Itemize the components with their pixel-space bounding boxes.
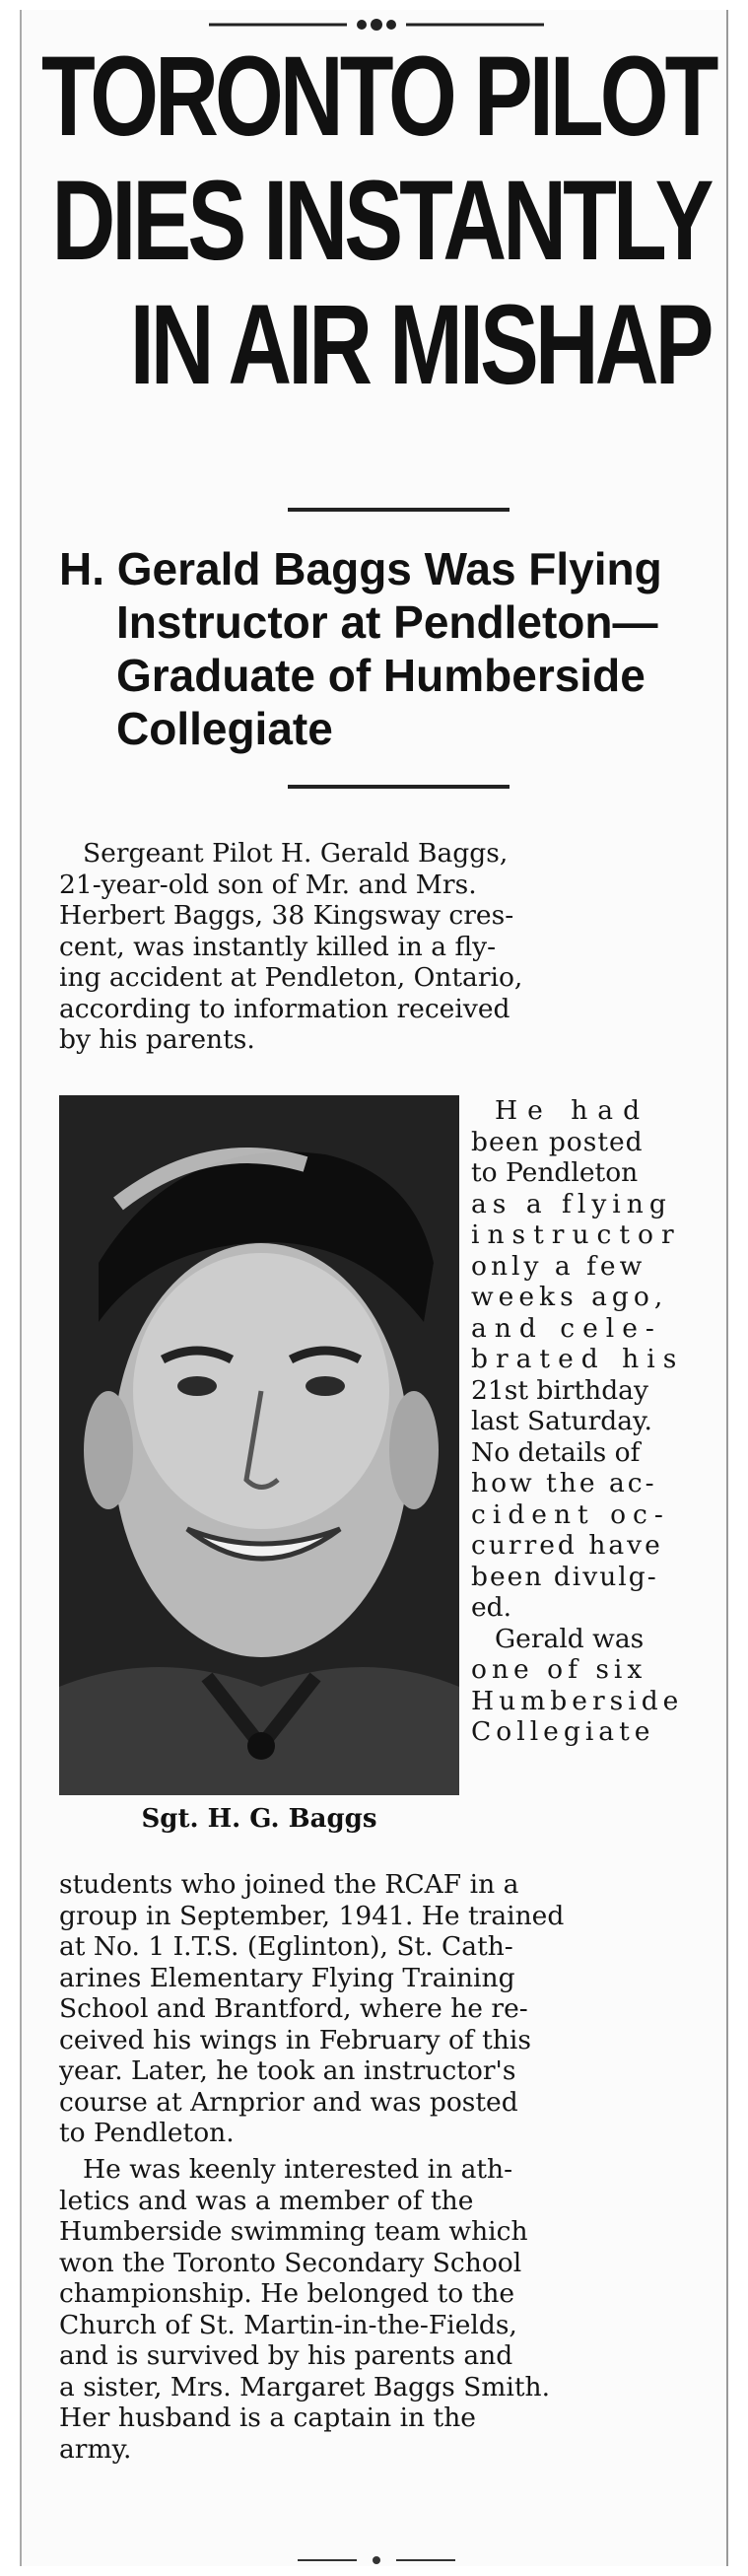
headline-divider (288, 508, 510, 512)
text-line: Her husband is a captain in the (59, 2402, 476, 2433)
text-line: by his parents. (59, 1024, 255, 1055)
intro-paragraph (59, 838, 729, 1056)
text-line: No details of (471, 1436, 641, 1468)
text-line: been divulg- (471, 1561, 658, 1592)
text-line: Collegiate (471, 1716, 655, 1747)
text-line: won the Toronto Secondary School (59, 2247, 522, 2278)
text-line: weeks ago, (471, 1282, 668, 1312)
portrait-photo (59, 1095, 459, 1795)
text-line: He had (495, 1095, 650, 1126)
headline-line: DIES INSTANTLY (51, 158, 711, 284)
text-line: ed. (471, 1592, 512, 1623)
text-line: to Pendleton. (59, 2118, 235, 2148)
text-line: army. (59, 2433, 132, 2465)
subheadline (59, 542, 729, 755)
text-line: to Pendleton (471, 1157, 639, 1188)
headline (41, 34, 715, 408)
subheadline-divider (288, 785, 510, 789)
text-line: last Saturday. (471, 1406, 652, 1436)
text-line: He was keenly interested in ath- (83, 2154, 513, 2185)
text-line: a sister, Mrs. Margaret Baggs Smith. (59, 2371, 550, 2402)
closing-paragraph (59, 2154, 729, 2465)
text-line: Sergeant Pilot H. Gerald Baggs, (83, 838, 509, 869)
photo-caption: Sgt. H. G. Baggs (141, 1804, 377, 1834)
text-line: at No. 1 I.T.S. (Eglinton), St. Cath- (59, 1931, 513, 1962)
text-line: Herbert Baggs, 38 Kingsway cres- (59, 900, 514, 931)
text-line: and is survived by his parents and (59, 2340, 513, 2371)
text-line: 21st birthday (471, 1374, 648, 1406)
side-column-paragraph (471, 1095, 732, 1748)
newspaper-clipping (20, 10, 728, 2566)
body-paragraph (59, 1869, 729, 2149)
text-line: students who joined the RCAF in a (59, 1869, 519, 1900)
text-line: 21-year-old son of Mr. and Mrs. (59, 869, 477, 900)
text-line: ing accident at Pendleton, Ontario, (59, 962, 523, 993)
text-line: School and Brantford, where he re- (59, 1993, 528, 2024)
text-line: Gerald was (495, 1623, 645, 1654)
text-line: Humberside swimming team which (59, 2216, 528, 2247)
subheadline-line: Collegiate (116, 703, 333, 754)
text-line: year. Later, he took an instructor's (59, 2055, 516, 2086)
text-line: only a few (471, 1250, 646, 1282)
text-line: according to information received (59, 993, 510, 1024)
text-line: group in September, 1941. He trained (59, 1900, 565, 1931)
portrait-illustration (59, 1095, 459, 1795)
text-line: cident oc- (471, 1498, 670, 1530)
text-line: Church of St. Martin-in-the-Fields, (59, 2309, 517, 2340)
text-line: cent, was instantly killed in a fly- (59, 931, 497, 962)
text-line: one of six (471, 1654, 647, 1685)
headline-line: TORONTO PILOT (41, 34, 715, 160)
subheadline-line: Graduate of Humberside (116, 650, 646, 701)
text-line: letics and was a member of the (59, 2185, 474, 2216)
text-line: instructor (471, 1219, 682, 1250)
headline-line: IN AIR MISHAP (129, 282, 711, 408)
text-line: been posted (471, 1126, 644, 1157)
text-line: ceived his wings in February of this (59, 2024, 531, 2055)
text-line: how the ac- (471, 1468, 657, 1498)
text-line: curred have (471, 1530, 663, 1561)
text-line: and cele- (471, 1312, 662, 1344)
text-line: brated his (471, 1344, 685, 1374)
subheadline-line: Instructor at Pendleton— (116, 596, 658, 648)
subheadline-line: H. Gerald Baggs Was Flying (59, 543, 662, 594)
text-line: championship. He belonged to the (59, 2278, 515, 2309)
text-line: arines Elementary Flying Training (59, 1962, 515, 1993)
top-ornament-rule (209, 16, 544, 34)
text-line: as a flying (471, 1188, 672, 1219)
text-line: course at Arnprior and was posted (59, 2086, 518, 2118)
bottom-ornament (298, 2554, 455, 2566)
text-line: Humberside (471, 1685, 684, 1716)
